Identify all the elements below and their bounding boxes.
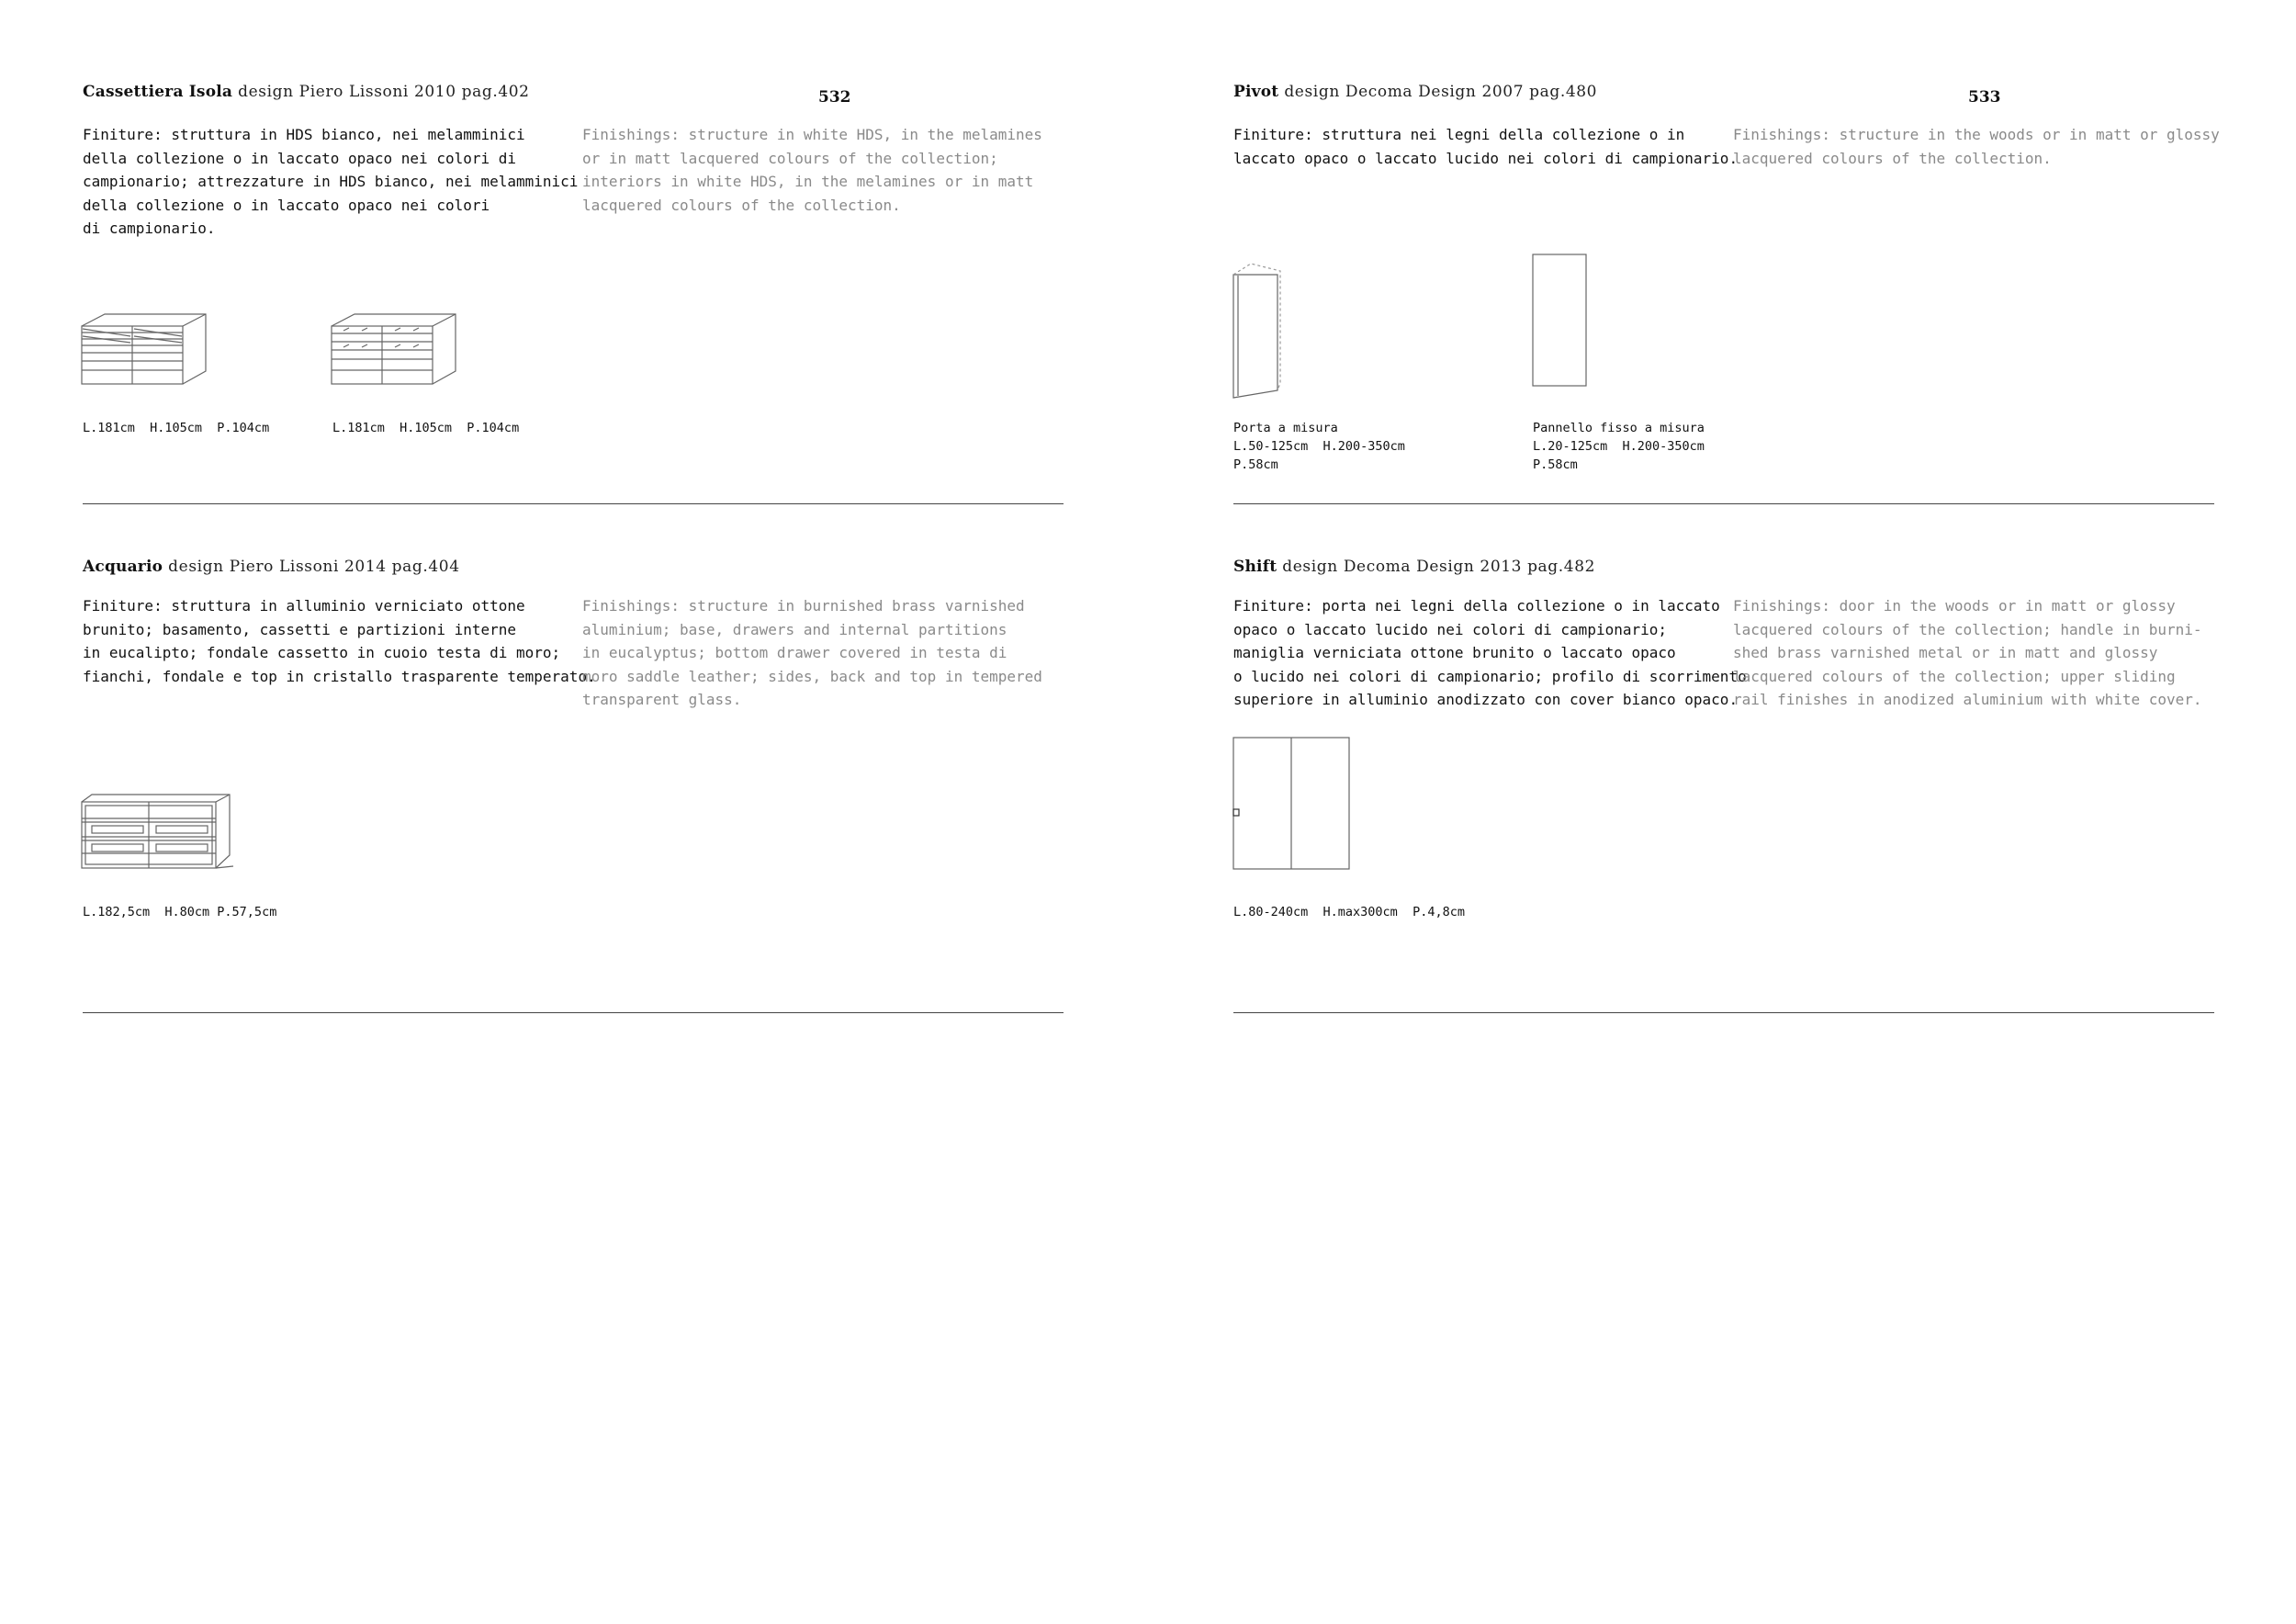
cassettiera-drawing-1 <box>81 312 209 386</box>
page-number-left: 532 <box>818 88 851 107</box>
finishes-italian: Finiture: struttura nei legni della collezione o in laccato opaco o laccato lucido nei colori di campionario. <box>1233 126 1739 167</box>
dimensions-2: Pannello fisso a misura L.20-125cm H.200-350cm P.58cm <box>1533 421 1705 472</box>
section-divider <box>83 503 1064 504</box>
pivot-door-drawing <box>1232 262 1288 400</box>
shift-sliding-door-drawing <box>1232 737 1352 871</box>
product-design: design Decoma Design 2007 pag.480 <box>1284 83 1598 101</box>
section-divider <box>1233 1012 2214 1013</box>
dimensions-1: L.182,5cm H.80cm P.57,5cm <box>83 905 277 919</box>
finishes-italian: Finiture: struttura in alluminio verniciato ottone brunito; basamento, cassetti e partizioni interne in eucalipto; fondale cassetto in cuoio testa di moro; fianchi, fondale e top in cristallo trasparente temperato. <box>83 597 596 685</box>
product-title-acquario <box>83 558 460 576</box>
dimensions-2: L.181cm H.105cm P.104cm <box>332 421 520 435</box>
product-name: Shift <box>1233 558 1277 576</box>
product-name: Cassettiera Isola <box>83 83 233 101</box>
product-name: Acquario <box>83 558 163 576</box>
page-number-right: 533 <box>1968 88 2001 107</box>
acquario-drawing <box>81 793 237 871</box>
finishes-english: Finishings: door in the woods or in matt or glossy lacquered colours of the collection; handle in burni- shed brass varnished metal or in matt and glossy lacquered colours of the collection; upper sliding rail finishes in anodized aluminium with white cover. <box>1733 597 2202 708</box>
finishes-english: Finishings: structure in the woods or in matt or glossy lacquered colours of the collection. <box>1733 126 2220 167</box>
section-divider <box>83 1012 1064 1013</box>
product-design: design Decoma Design 2013 pag.482 <box>1282 558 1596 576</box>
product-design: design Piero Lissoni 2014 pag.404 <box>168 558 460 576</box>
product-title-cassettiera-isola <box>83 83 530 101</box>
product-title-shift <box>1233 558 1595 576</box>
fixed-panel-drawing <box>1532 254 1589 388</box>
dimensions-1: L.181cm H.105cm P.104cm <box>83 421 270 435</box>
cassettiera-drawing-2 <box>331 312 459 386</box>
product-title-pivot <box>1233 83 1597 101</box>
section-divider <box>1233 503 2214 504</box>
finishes-italian: Finiture: struttura in HDS bianco, nei melamminici della collezione o in laccato opaco nei colori di campionario; attrezzature in HDS bianco, nei melamminici della collezione o in laccato opaco nei colori di campionario. <box>83 126 579 237</box>
dimensions-1: L.80-240cm H.max300cm P.4,8cm <box>1233 905 1465 919</box>
product-design: design Piero Lissoni 2010 pag.402 <box>238 83 530 101</box>
finishes-italian: Finiture: porta nei legni della collezione o in laccato opaco o laccato lucido nei colori di campionario; maniglia verniciata ottone brunito o laccato opaco o lucido nei colori di campionario; profilo di scorrimento superiore in alluminio anodizzato con cover bianco opaco. <box>1233 597 1747 708</box>
finishes-english: Finishings: structure in white HDS, in the melamines or in matt lacquered colours of the collection; interiors in white HDS, in the melamines or in matt lacquered colours of the collection. <box>582 126 1042 214</box>
finishes-english: Finishings: structure in burnished brass varnished aluminium; base, drawers and internal partitions in eucalyptus; bottom drawer covered in testa di moro saddle leather; sides, back and top in tempered transparent glass. <box>582 597 1042 708</box>
dimensions-1: Porta a misura L.50-125cm H.200-350cm P.58cm <box>1233 421 1405 472</box>
product-name: Pivot <box>1233 83 1279 101</box>
